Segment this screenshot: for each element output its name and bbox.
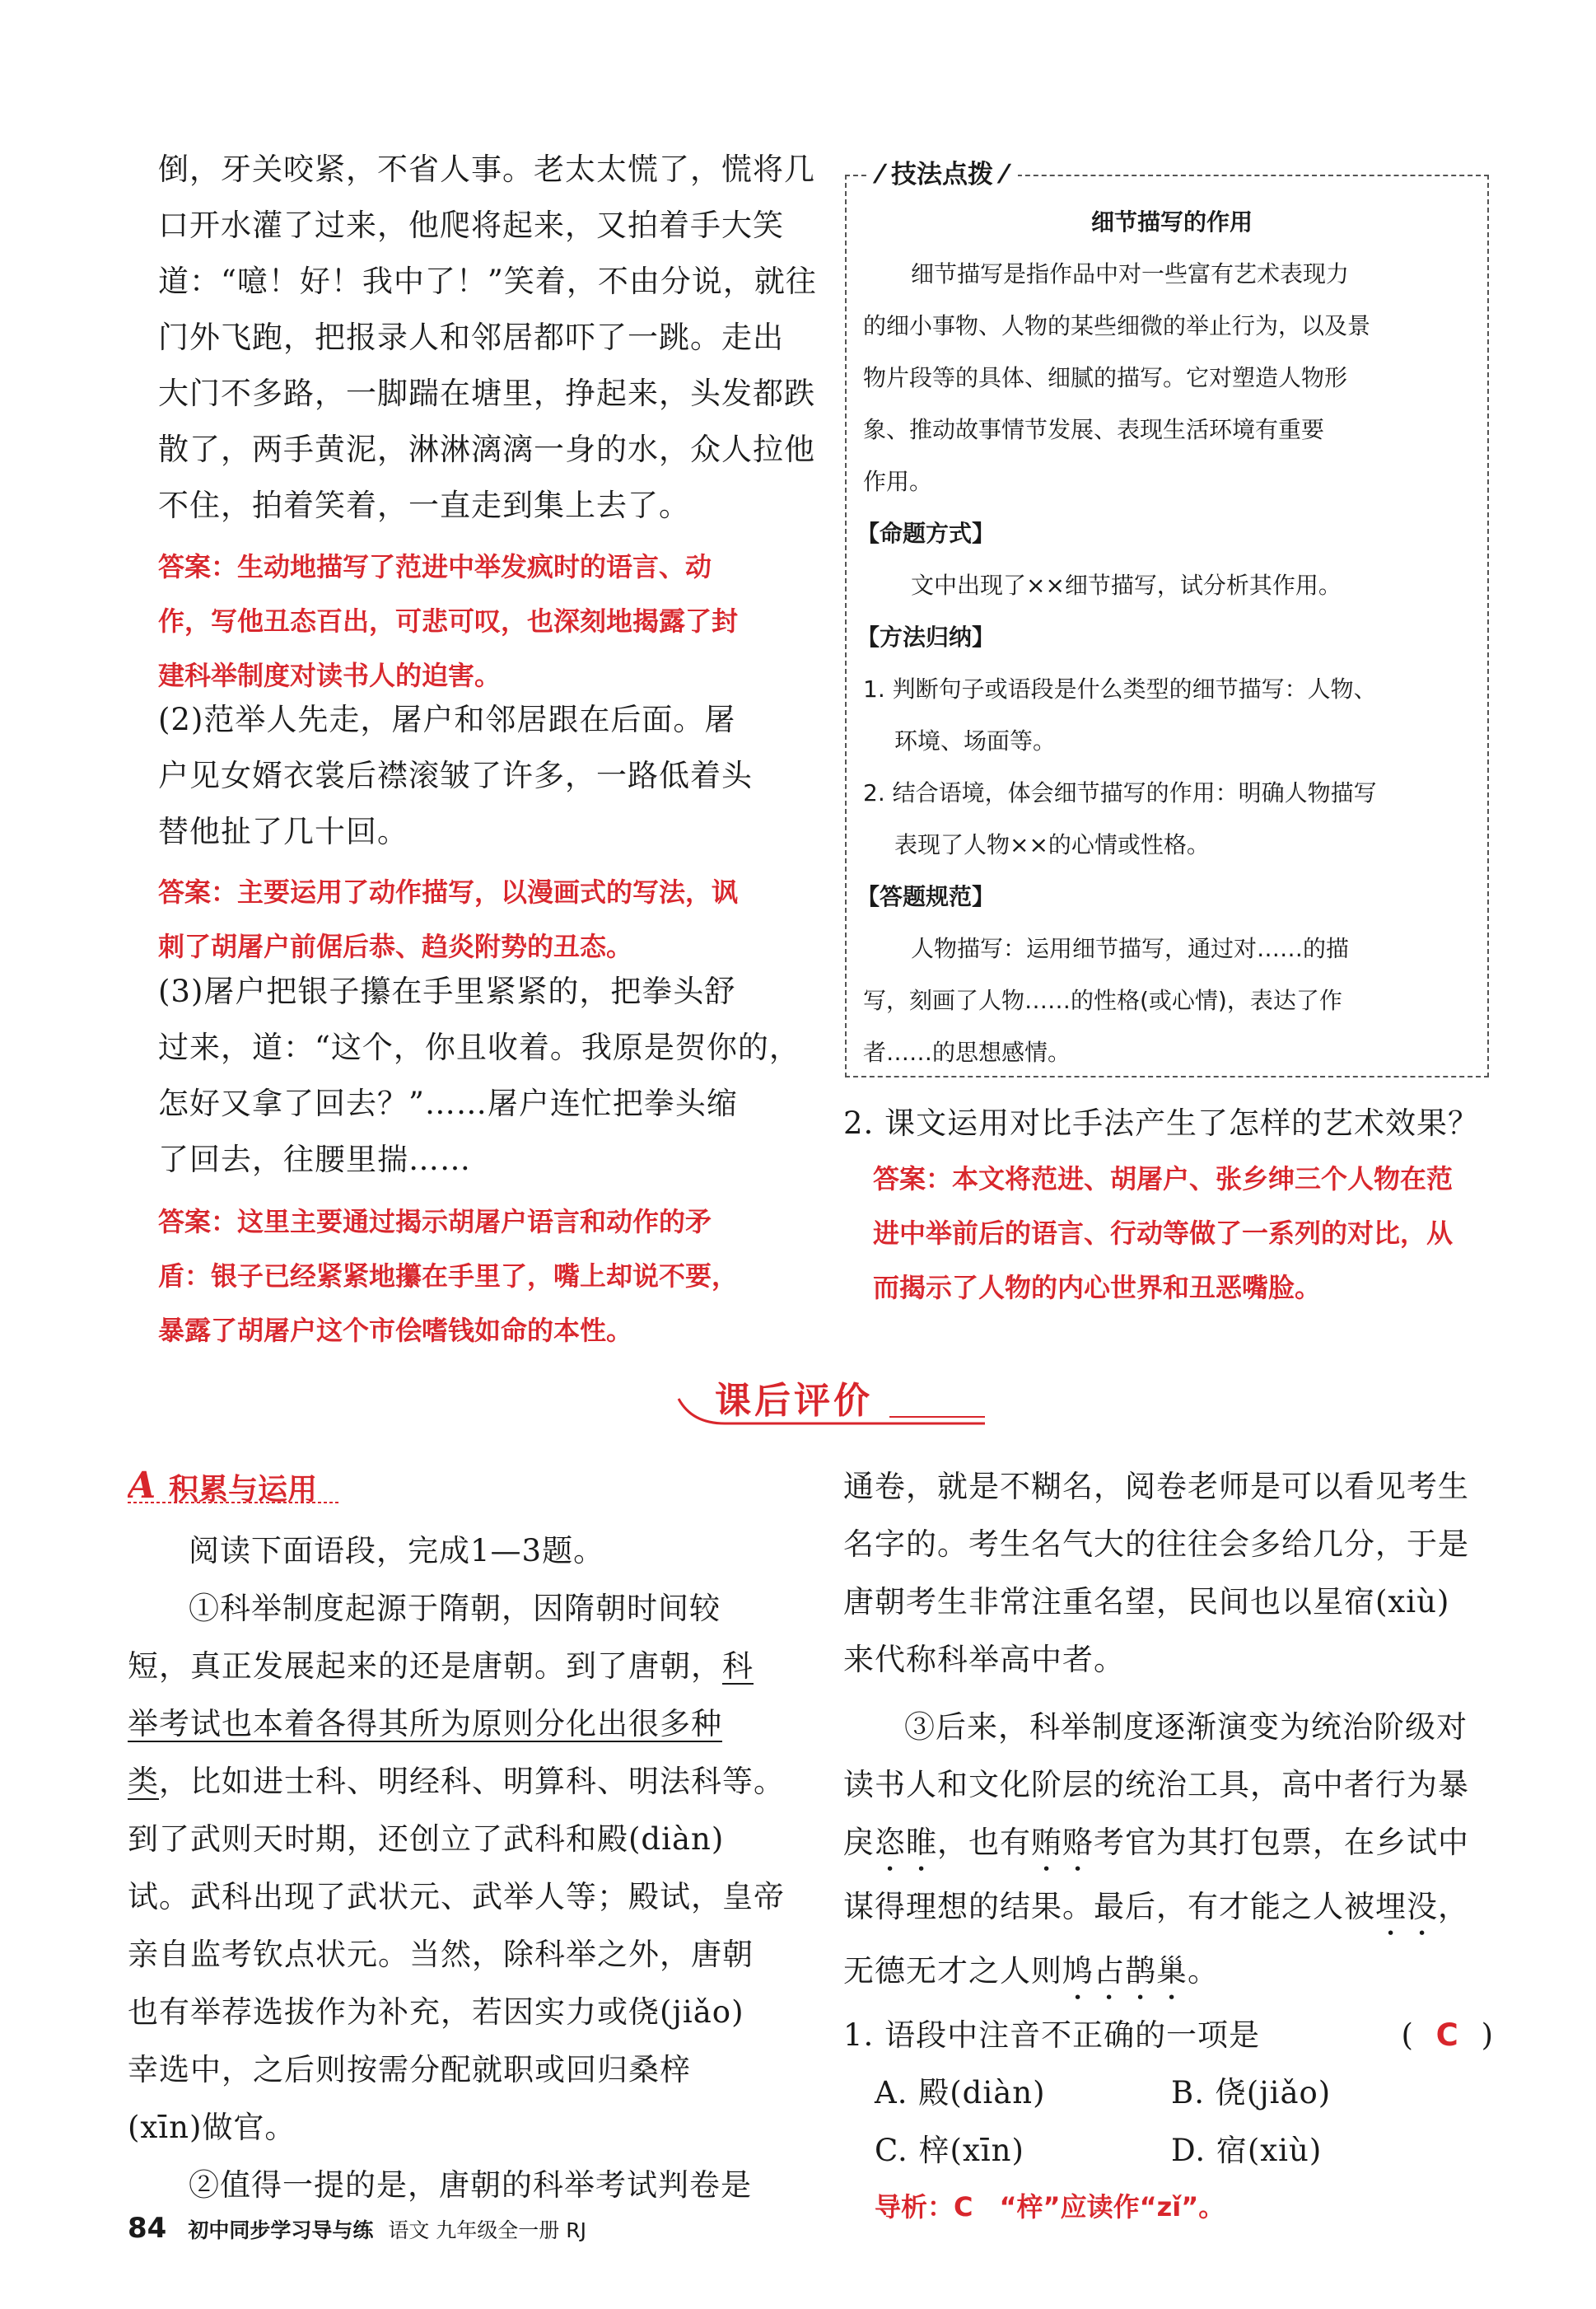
answer-3-line: 盾：银子已经紧紧地攥在手里了，嘴上却说不要， (158, 1260, 739, 1292)
question-3-line: 怎好又拿了回去？”……屠户连忙把拳头缩 (158, 1086, 738, 1121)
tips-section-line: 表现了人物××的心情或性格。 (894, 831, 1210, 858)
answer-2-text: 主要运用了动作描写，以漫画式的写法，讽 (237, 876, 739, 908)
tips-intro-line: 作用。 (863, 468, 933, 495)
analysis-line (843, 2180, 1502, 2234)
question-2-line: (2)范举人先走，屠户和邻居跟在后面。屠 (158, 702, 736, 737)
tips-section-line: 1. 判断句子或语段是什么类型的细节描写：人物、 (863, 675, 1377, 703)
tips-section-line: 文中出现了××细节描写，试分析其作用。 (911, 572, 1342, 599)
option-c: C. 梓(xīn) (875, 2133, 1024, 2168)
book-title: 初中同步学习导与练 (188, 2218, 374, 2242)
answer-label: 答案： (873, 1163, 953, 1194)
answer-3-line: 暴露了胡屠户这个市侩嗜钱如命的本性。 (158, 1315, 633, 1346)
passage-line: 门外飞跑，把报录人和邻居都吓了一跳。走出 (158, 320, 784, 355)
answer-paren (1401, 2007, 1494, 2064)
reading-line: 亲自监考钦点状元。当然，除科举之外，唐朝 (128, 1937, 754, 1972)
reading-line: 试。武科出现了武状元、武举人等；殿试，皇帝 (128, 1879, 785, 1914)
tips-section-title: 【方法归纳】 (856, 624, 996, 651)
right-question-2 (843, 1096, 1502, 1315)
section-a-letter-icon: A (128, 1465, 156, 1506)
dotted-text: 埋没 (1375, 1889, 1438, 1924)
tips-intro-line: 的细小事物、人物的某些细微的举止行为，以及景 (863, 312, 1371, 339)
reading-text: 。 (1188, 1953, 1219, 1989)
tips-section-line: 者……的思想感情。 (863, 1039, 1071, 1066)
options-row (843, 2122, 1502, 2180)
answer-1-line: 建科举制度对读书人的迫害。 (158, 660, 502, 691)
reading-line: 也有举荐选拔作为补充，若因实力或侥(jiǎo) (128, 1994, 744, 2030)
reading-text: ， (1438, 1889, 1469, 1924)
tips-header (866, 153, 1018, 196)
reading-instruction: 阅读下面语段，完成1—3题。 (189, 1533, 605, 1568)
right-question-2-stem: 2. 课文运用对比手法产生了怎样的艺术效果？ (843, 1105, 1480, 1141)
reading-line (128, 1753, 786, 1811)
reading-line (843, 1942, 1502, 2007)
passage-line: 不住，拍着笑着，一直走到集上去了。 (158, 488, 690, 523)
answer-2-line: 刺了胡屠户前倨后恭、趋炎附势的丑态。 (158, 931, 633, 962)
passage-line: 倒，牙关咬紧，不省人事。老太太慌了，慌将几 (158, 152, 815, 187)
option-d: D. 宿(xiù) (1171, 2133, 1323, 2168)
dotted-text: 贿赂 (1031, 1825, 1094, 1860)
reading-line: ③后来，科举制度逐渐演变为统治阶级对 (904, 1709, 1468, 1745)
passage-line: 道：“噫！好！我中了！”笑着，不由分说，就往 (158, 264, 817, 299)
reading-line (843, 1878, 1502, 1942)
tips-section-line: 写，刻画了人物……的性格(或心情)，表达了作 (863, 987, 1342, 1014)
right-answer-line: 进中举前后的语言、行动等做了一系列的对比，从 (873, 1218, 1454, 1249)
paren-close: ) (1481, 2017, 1494, 2053)
tips-intro-line: 细节描写是指作品中对一些富有艺术表现力 (911, 260, 1350, 287)
answer-3-line (158, 1194, 800, 1249)
tips-section-line: 人物描写：运用细节描写，通过对……的描 (911, 935, 1350, 962)
underlined-text: 举考试也本着各得其所为原则分化出很多种 (128, 1706, 722, 1741)
question-2-line: 户见女婿衣裳后襟滚皱了许多，一路低着头 (158, 758, 753, 793)
book-subject: 语文 九年级全一册 RJ (388, 2218, 586, 2242)
reading-line: ①科举制度起源于隋朝，因隋朝时间较 (189, 1591, 721, 1626)
reading-line (843, 1814, 1502, 1878)
question-1-stem-row (843, 2007, 1502, 2064)
reading-line: 通卷，就是不糊名，阅卷老师是可以看见考生 (843, 1469, 1469, 1504)
reading-line: (xīn)做官。 (128, 2110, 296, 2145)
answer-3-text: 这里主要通过揭示胡屠户语言和动作的矛 (237, 1206, 712, 1237)
question-2-line: 替他扯了几十回。 (158, 814, 408, 849)
question-3-line: 过来，道：“这个，你且收着。我原是贺你的， (158, 1030, 800, 1065)
paren-open: ( (1401, 2017, 1414, 2053)
reading-line: 来代称科举高中者。 (843, 1642, 1125, 1677)
options-row (843, 2064, 1502, 2122)
reading-line: ②值得一提的是，唐朝的科举考试判卷是 (189, 2167, 752, 2203)
reading-line: 读书人和文化阶层的统治工具，高中者行为暴 (843, 1767, 1469, 1802)
reading-text: ，比如进士科、明经科、明算科、明法科等。 (159, 1764, 785, 1799)
tips-title: 细节描写的作用 (1090, 208, 1253, 236)
section-banner-title: 课后评价 (715, 1380, 873, 1422)
reading-line (128, 1695, 786, 1753)
answer-3 (158, 1194, 800, 1358)
dotted-text: 恣睢 (875, 1825, 937, 1860)
reading-text: 短，真正发展起来的还是唐朝。到了唐朝， (128, 1648, 722, 1684)
reading-text: 谋得理想的结果。最后，有才能之人被 (843, 1889, 1375, 1924)
tips-intro-line: 物片段等的具体、细腻的描写。它对塑造人物形 (863, 364, 1348, 391)
option-b: B. 侥(jiǎo) (1171, 2075, 1332, 2110)
passage-line: 口开水灌了过来，他爬将起来，又拍着手大笑 (158, 208, 784, 243)
tips-header-text: 技法点拨 (890, 160, 993, 189)
right-answer-line (843, 1152, 1502, 1206)
page-number: 84 (128, 2212, 167, 2245)
reading-text: ，也有 (937, 1825, 1031, 1860)
passage-line: 大门不多路，一脚踹在塘里，挣起来，头发都跌 (158, 376, 815, 411)
reading-text: 考官为其打包票，在乡试中 (1094, 1825, 1469, 1860)
question-3 (158, 964, 800, 1188)
answer-2 (158, 865, 800, 974)
question-3-line: (3)屠户把银子攥在手里紧紧的，把拳头舒 (158, 974, 736, 1009)
option-a: A. 殿(diàn) (875, 2075, 1046, 2110)
answer-label: 答案： (158, 551, 238, 582)
underlined-text: 科 (722, 1648, 754, 1684)
page-footer (128, 2212, 586, 2245)
right-answer-text: 本文将范进、胡屠户、张乡绅三个人物在范 (952, 1163, 1454, 1194)
answer-1-line: 作，写他丑态百出，可悲可叹，也深刻地揭露了封 (158, 605, 739, 637)
underlined-text: 类 (128, 1764, 159, 1799)
reading-line: 唐朝考生非常注重名望，民间也以星宿(xiù) (843, 1584, 1450, 1620)
tips-intro-line: 象、推动故事情节发展、表现生活环境有重要 (863, 416, 1325, 443)
right-answer-line: 而揭示了人物的内心世界和丑恶嘴脸。 (873, 1272, 1322, 1303)
section-a-title: 积累与运用 (169, 1473, 318, 1507)
question-1-stem: 1. 语段中注音不正确的一项是 (843, 2017, 1261, 2053)
answer-label: 答案： (158, 1206, 238, 1237)
slash-icon: ⁄ (992, 160, 1006, 189)
reading-text: 戾 (843, 1825, 875, 1860)
answer-1-text: 生动地描写了范进中举发疯时的语言、动 (237, 551, 712, 582)
dotted-text: 鸠占鹊巢 (1062, 1953, 1188, 1989)
tips-section-title: 【命题方式】 (856, 520, 996, 547)
left-top-column (158, 142, 817, 534)
tips-section-line: 2. 结合语境，体会细节描写的作用：明确人物描写 (863, 779, 1377, 806)
answer-label: 答案： (158, 876, 238, 908)
passage-line: 散了，两手黄泥，淋淋漓漓一身的水，众人拉他 (158, 432, 815, 467)
reading-line: 名字的。考生名气大的往往会多给几分，于是 (843, 1526, 1469, 1562)
question-3-line: 了回去，往腰里揣…… (158, 1142, 471, 1177)
answer-1 (158, 540, 800, 703)
tips-content (856, 196, 1481, 1078)
analysis-text: C “梓”应读作“zǐ”。 (954, 2191, 1225, 2223)
reading-line: 到了武则天时期，还创立了武科和殿(diàn) (128, 1821, 725, 1857)
tips-section-title: 【答题规范】 (856, 883, 996, 910)
tips-section-line: 环境、场面等。 (894, 727, 1057, 755)
question-2 (158, 692, 800, 860)
analysis-label: 导析： (875, 2191, 954, 2223)
reading-text: 无德无才之人则 (843, 1953, 1062, 1989)
reading-left-column (128, 1522, 786, 2214)
answer-2-line (158, 865, 800, 919)
reading-line (128, 1638, 786, 1695)
reading-right-column (843, 1458, 1502, 2234)
question-1-answer: C (1435, 2017, 1459, 2053)
slash-icon: ⁄ (878, 160, 891, 189)
reading-line: 幸选中，之后则按需分配就职或回归桑梓 (128, 2052, 691, 2087)
answer-1-line (158, 540, 800, 594)
